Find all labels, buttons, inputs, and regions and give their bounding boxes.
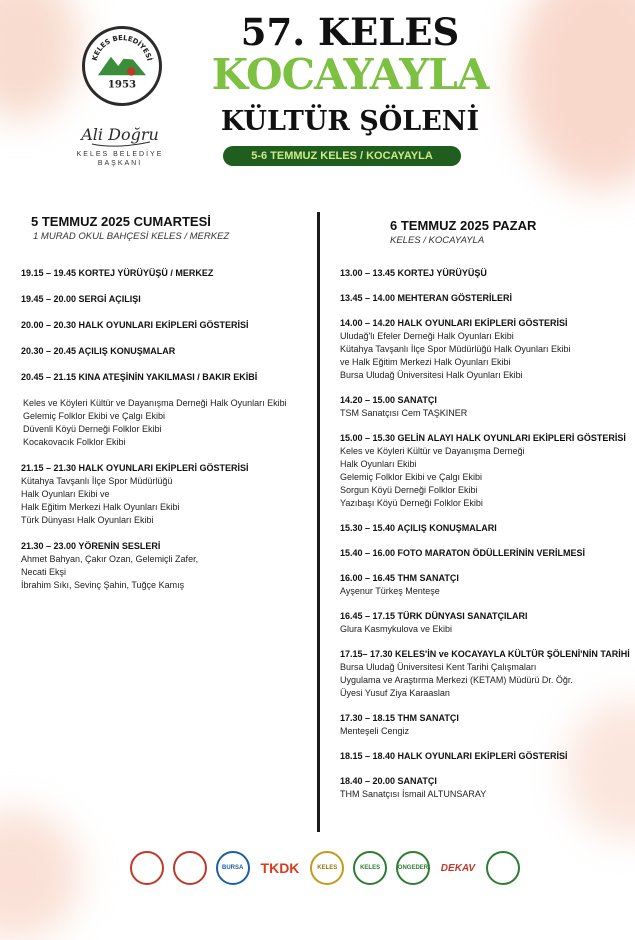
program-item-time: 21.15 – 21.30 HALK OYUNLARI EKİPLERİ GÖSTERİSİ: [21, 463, 249, 473]
program-item: [21, 319, 306, 332]
program-item-detail: ve Halk Eğitim Merkezi Halk Oyunları Ekibi: [340, 357, 511, 367]
program-item-detail: Üyesi Yusuf Ziya Karaaslan: [340, 688, 450, 698]
program-item-detail: Gelemiç Folklor Ekibi ve Çalgı Ekibi: [23, 411, 166, 421]
tkdk-logo-icon: TKDK: [259, 851, 302, 885]
seal-text: KELES BELEDİYESİ: [90, 34, 154, 62]
program-item: [340, 648, 630, 700]
program-item: [340, 775, 630, 801]
program-item-time: 15.30 – 15.40 AÇILIŞ KONUŞMALARI: [340, 523, 497, 533]
program-item-time: 20.30 – 20.45 AÇILIŞ KONUŞMALAR: [21, 346, 176, 356]
seal-year: 1953: [107, 78, 137, 91]
municipality-seal-icon: [82, 26, 162, 106]
program-item-time: 14.20 – 15.00 SANATÇI: [340, 395, 437, 405]
program-item: [340, 292, 630, 305]
program-item-time: 19.45 – 20.00 SERGİ AÇILIŞI: [21, 294, 141, 304]
bursa-logo-icon: BURSA: [216, 851, 250, 885]
event-name-title: KÜLTÜR ŞÖLENİ: [220, 106, 480, 137]
event-edition-title: 57. KELES: [240, 10, 460, 54]
program-item-detail: Uludağ'lı Efeler Derneği Halk Oyunları Ekibi: [340, 331, 514, 341]
program-item-detail: TSM Sanatçısı Cem TAŞKINER: [340, 408, 468, 418]
program-item-detail: Halk Eğitim Merkezi Halk Oyunları Ekibi: [21, 502, 180, 512]
program-item-time: 18.15 – 18.40 HALK OYUNLARI EKİPLERİ GÖSTERİSİ: [340, 751, 568, 761]
program-item-detail: Halk Oyunları Ekibi: [340, 459, 417, 469]
mayor-title: KELES BELEDİYE: [76, 151, 164, 158]
program-item-detail: THM Sanatçısı İsmail ALTUNSARAY: [340, 789, 487, 799]
day1-venue: 1 MURAD OKUL BAHÇESİ KELES / MERKEZ: [33, 231, 230, 242]
day2-venue: KELES / KOCAYAYLA: [390, 235, 485, 246]
program-item-time: 14.00 – 14.20 HALK OYUNLARI EKİPLERİ GÖSTERİSİ: [340, 318, 568, 328]
mayor-title: BAŞKANI: [97, 160, 143, 167]
program-item-detail: Uygulama ve Araştırma Merkezi (KETAM) Müdürü Dr. Öğr.: [340, 675, 573, 685]
day2-title: 6 TEMMUZ 2025 PAZAR: [390, 218, 537, 233]
program-item-detail: İbrahim Sıkı, Sevinç Şahin, Tuğçe Kamış: [21, 580, 185, 590]
program-item-detail: Düvenli Köyü Derneği Folklor Ekibi: [23, 424, 162, 434]
program-item: [21, 371, 306, 384]
program-item-detail: Gelemiç Folklor Ekibi ve Çalgı Ekibi: [340, 472, 483, 482]
program-item-detail: Türk Dünyası Halk Oyunları Ekibi: [21, 515, 154, 525]
program-item-time: 13.45 – 14.00 MEHTERAN GÖSTERİLERİ: [340, 293, 513, 303]
program-item-time: 21.30 – 23.00 YÖRENİN SESLERİ: [21, 541, 161, 551]
program-item-time: 18.40 – 20.00 SANATÇI: [340, 776, 437, 786]
program-item-detail: Kütahya Tavşanlı İlçe Spor Müdürlüğü: [21, 476, 173, 486]
decor-blob: [0, 0, 80, 120]
program-item: [21, 345, 306, 358]
program-item: [340, 547, 630, 560]
day2-event-list: [340, 267, 630, 801]
event-dates-badge: 5-6 TEMMUZ KELES / KOCAYAYLA: [223, 146, 461, 166]
program-item: [21, 397, 306, 449]
program-item-detail: Sorgun Köyü Derneği Folklor Ekibi: [340, 485, 478, 495]
program-item-detail: Ayşenur Türkeş Menteşe: [340, 586, 440, 596]
program-item: [21, 267, 306, 280]
day1-title: 5 TEMMUZ 2025 CUMARTESİ: [31, 214, 211, 229]
program-item-time: 20.00 – 20.30 HALK OYUNLARI EKİPLERİ GÖSTERİSİ: [21, 320, 249, 330]
program-item-time: 19.15 – 19.45 KORTEJ YÜRÜYÜŞÜ / MERKEZ: [21, 268, 214, 278]
program-item-detail: Yazıbaşı Köyü Derneği Folklor Ekibi: [340, 498, 483, 508]
program-item-time: 15.00 – 15.30 GELİN ALAYI HALK OYUNLARI EKİPLERİ GÖSTERİSİ: [340, 433, 626, 443]
program-item-detail: Keles ve Köyleri Kültür ve Dayanışma Derneği: [340, 446, 525, 456]
day2-program: [340, 214, 630, 813]
program-item-time: 15.40 – 16.00 FOTO MARATON ÖDÜLLERİNİN VERİLMESİ: [340, 548, 586, 558]
event-location-title: KOCAYAYLA: [211, 50, 489, 99]
ongeder-logo-icon: ONGEDER: [396, 851, 430, 885]
decor-blob: [515, 0, 635, 190]
dekav-logo-icon: DEKAV: [439, 851, 477, 885]
program-item-detail: Glura Kasmykulova ve Ekibi: [340, 624, 453, 634]
program-item-time: 17.30 – 18.15 THM SANATÇI: [340, 713, 459, 723]
program-item: [21, 293, 306, 306]
day1-event-list: [21, 267, 306, 592]
program-item: [340, 572, 630, 598]
governorship-seal-icon: [173, 851, 207, 885]
program-item-time: 20.45 – 21.15 KINA ATEŞİNİN YAKILMASI / BAKIR EKİBİ: [21, 372, 258, 382]
svg-text:KELES BELEDİYESİ: [91, 34, 155, 62]
program-item-detail: Halk Oyunları Ekibi ve: [21, 489, 110, 499]
program-item-detail: Keles ve Köyleri Kültür ve Dayanışma Derneği Halk Oyunları Ekibi: [23, 398, 287, 408]
program-item: [340, 317, 630, 382]
program-item-detail: Bursa Uludağ Üniversitesi Halk Oyunları Ekibi: [340, 370, 523, 380]
association-seal-icon: [486, 851, 520, 885]
keles-logo-icon: KELES: [310, 851, 344, 885]
program-item-time: 13.00 – 13.45 KORTEJ YÜRÜYÜŞÜ: [340, 268, 487, 278]
svg-text:Ali Doğru: Ali Doğru: [81, 125, 159, 144]
program-item-detail: Menteşeli Cengiz: [340, 726, 410, 736]
program-item-detail: Bursa Uludağ Üniversitesi Kent Tarihi Çalışmaları: [340, 662, 537, 672]
decor-blob: [0, 810, 80, 940]
program-item: [340, 394, 630, 420]
program-item: [340, 610, 630, 636]
program-item-detail: Kocakovacık Folklor Ekibi: [23, 437, 126, 447]
day1-program: [21, 214, 306, 605]
program-item: [340, 267, 630, 280]
program-item-time: 17.15– 17.30 KELES'İN ve KOCAYAYLA KÜLTÜR ŞÖLENİ'NİN TARİHİ: [340, 649, 630, 659]
ministry-seal-icon: [130, 851, 164, 885]
program-item: [21, 540, 306, 592]
program-item: [340, 750, 630, 763]
program-item: [21, 462, 306, 527]
program-item-detail: Kütahya Tavşanlı İlçe Spor Müdürlüğü Halk Oyunları Ekibi: [340, 344, 571, 354]
program-item: [340, 712, 630, 738]
program-item-time: 16.00 – 16.45 THM SANATÇI: [340, 573, 459, 583]
keles-emblem-icon: KELES: [353, 851, 387, 885]
program-item: [340, 432, 630, 510]
program-item-detail: Ahmet Bahyan, Çakır Ozan, Gelemiçli Zafer,: [21, 554, 199, 564]
column-divider: [317, 212, 320, 832]
program-item-detail: Necati Ekşi: [21, 567, 67, 577]
sponsor-logos: [130, 850, 520, 886]
program-item-time: 16.45 – 17.15 TÜRK DÜNYASI SANATÇILARI: [340, 611, 528, 621]
program-item: [340, 522, 630, 535]
mayor-signature-icon: [80, 118, 160, 150]
